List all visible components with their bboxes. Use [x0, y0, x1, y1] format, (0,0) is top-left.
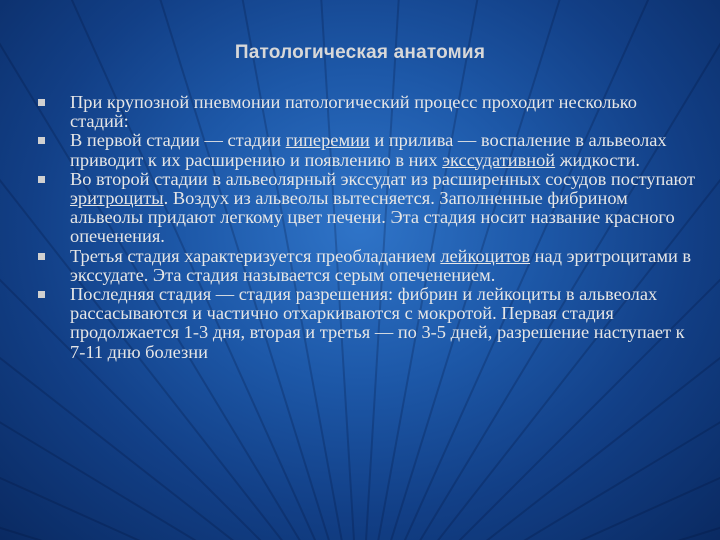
bullet-text: В первой стадии — стадии	[70, 130, 286, 151]
bullet-text: Во второй стадии в альвеолярный экссудат из расширенных сосудов поступают	[70, 168, 696, 189]
bullet-list	[38, 93, 698, 362]
bullet-item-4	[38, 247, 698, 285]
bullet-item-1	[38, 93, 698, 131]
exudative-link[interactable]: экссудативной	[442, 149, 556, 170]
erythrocytes-link[interactable]: эритроциты	[70, 188, 164, 209]
bullet-text: При крупозной пневмонии патологический процесс проходит несколько стадий:	[70, 92, 637, 132]
bullet-text: и прилива — воспаление в альвеолах приводит к их расширению и появлению в них	[70, 130, 667, 170]
square-bullet-icon	[38, 176, 45, 183]
bullet-text: Третья стадия характеризуется преобладанием	[70, 245, 441, 266]
bullet-text: над эритроцитами в экссудате. Эта стадия называется серым опеченением.	[70, 245, 692, 285]
square-bullet-icon	[38, 99, 45, 106]
bullet-text: . Воздух из альвеолы вытесняется. Заполненные фибрином альвеолы придают легкому цвет печени. Эта стадия носит название красного опеченения.	[70, 188, 675, 247]
bullet-item-2	[38, 131, 698, 169]
leukocytes-link[interactable]: лейкоцитов	[440, 245, 531, 266]
square-bullet-icon	[38, 291, 45, 298]
hyperemia-link[interactable]: гиперемии	[285, 130, 370, 151]
square-bullet-icon	[38, 137, 45, 144]
slide-title: Патологическая анатомия	[234, 42, 486, 63]
bullet-text: жидкости.	[555, 149, 640, 170]
bullet-item-3	[38, 170, 698, 247]
bullet-text: Последняя стадия — стадия разрешения: фибрин и лейкоциты в альвеолах рассасываются и частично отхаркиваются с мокротой. Первая стадия продолжается 1-3 дня, вторая и третья — по 3-5 дней, разрешение наступает к 7-11 дню болезни	[70, 284, 685, 362]
bullet-item-5	[38, 285, 698, 362]
square-bullet-icon	[38, 253, 45, 260]
